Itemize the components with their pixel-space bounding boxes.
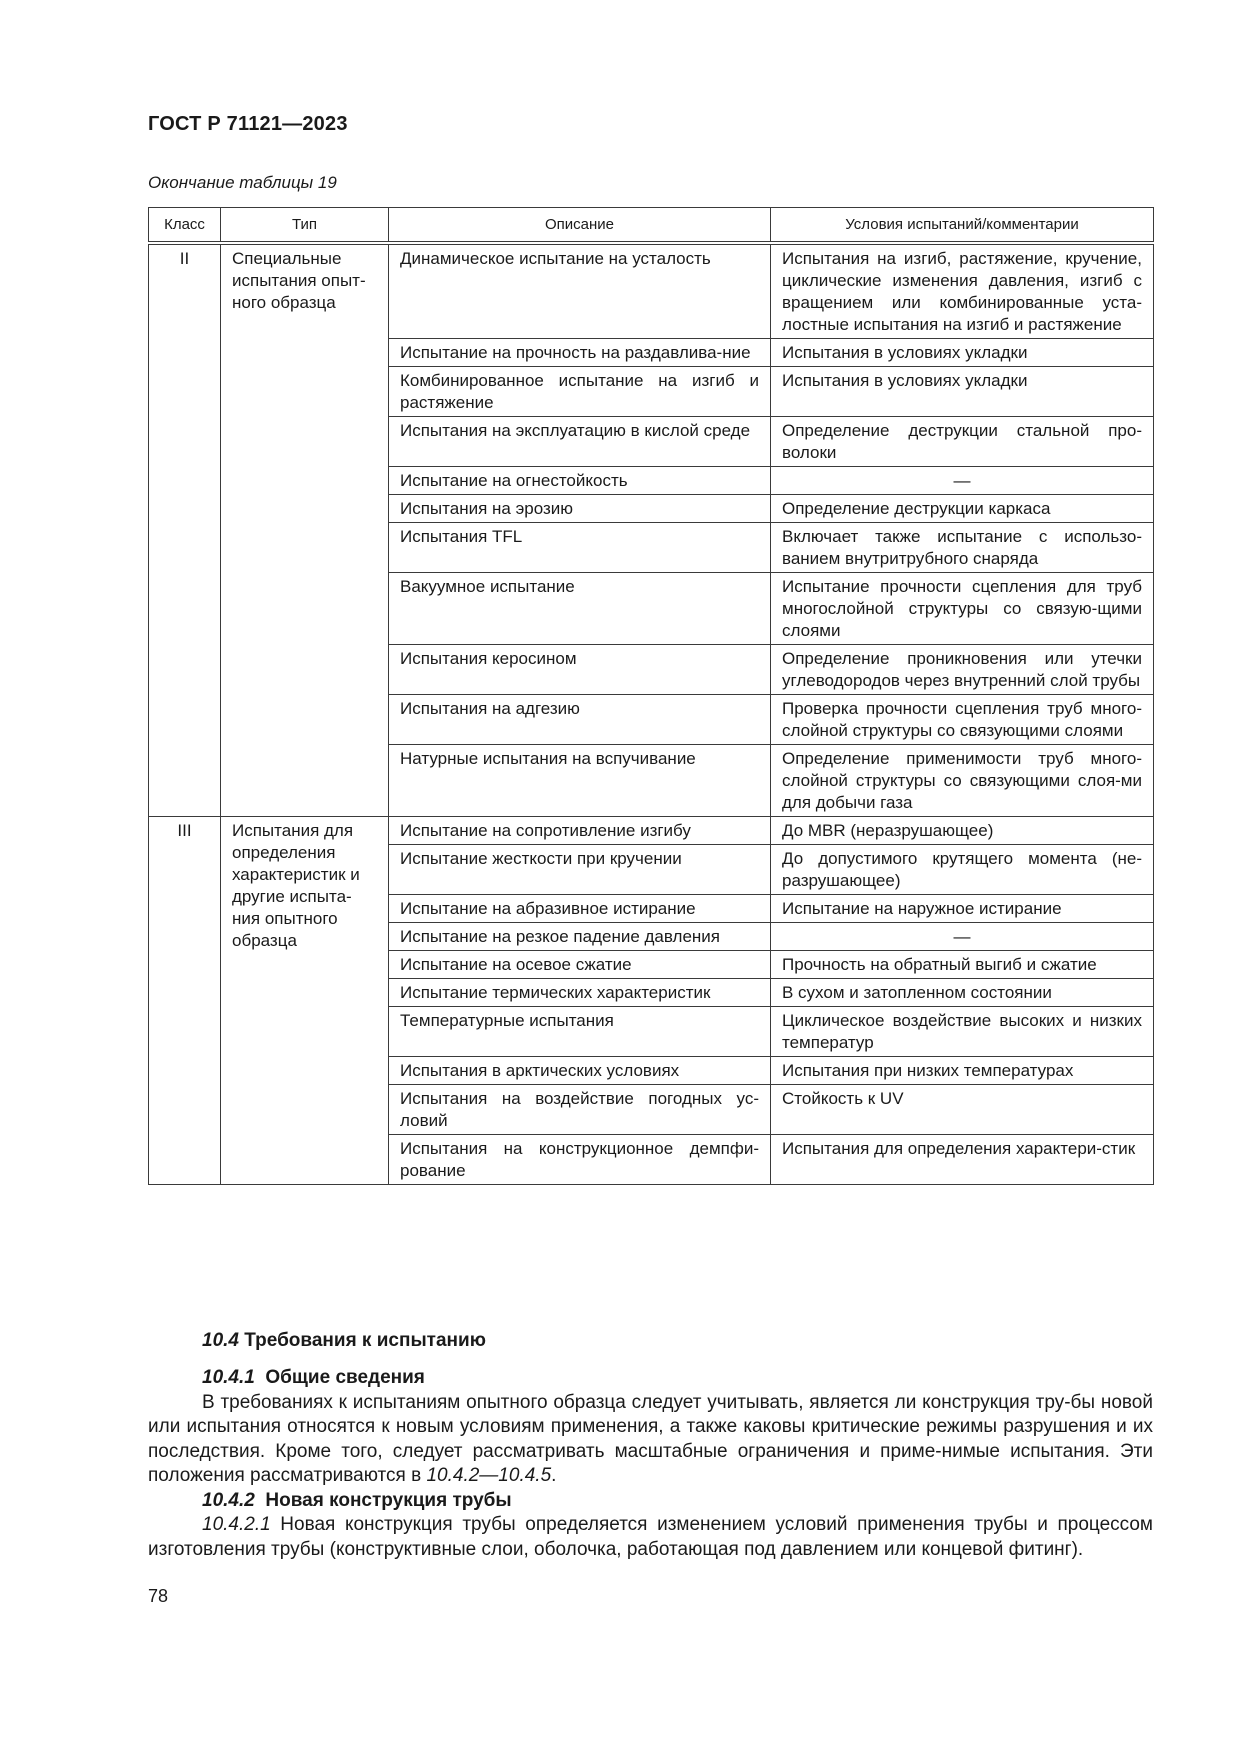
section-title: Требования к испытанию [244, 1330, 486, 1351]
conditions-cell: Стойкость к UV [771, 1085, 1154, 1135]
description-cell: Температурные испытания [389, 1007, 771, 1057]
document-number: ГОСТ Р 71121—2023 [148, 113, 348, 135]
conditions-cell: Определение деструкции каркаса [771, 495, 1154, 523]
table-caption: Окончание таблицы 19 [148, 173, 337, 192]
section-number: 10.4 [202, 1330, 239, 1351]
description-cell: Испытание на резкое падение давления [389, 923, 771, 951]
conditions-cell: В сухом и затопленном состоянии [771, 979, 1154, 1007]
conditions-cell: Включает также испытание с использо-ванием внутритрубного снаряда [771, 523, 1154, 573]
description-cell: Испытание на прочность на раздавлива-ние [389, 339, 771, 367]
conditions-cell: Определение деструкции стальной про-волоки [771, 417, 1154, 467]
description-cell: Комбинированное испытание на изгиб и растяжение [389, 367, 771, 417]
table-row [149, 243, 1154, 339]
conditions-cell: Прочность на обратный выгиб и сжатие [771, 951, 1154, 979]
clause-number: 10.4.2.1 [202, 1514, 271, 1535]
section-10-4-1-heading [148, 1366, 1153, 1391]
conditions-cell: Циклическое воздействие высоких и низких температур [771, 1007, 1154, 1057]
paragraph-10-4-1 [148, 1391, 1153, 1489]
conditions-cell: Испытания в условиях укладки [771, 367, 1154, 417]
conditions-cell: — [771, 467, 1154, 495]
conditions-cell: — [771, 923, 1154, 951]
type-cell: Испытания для определения характеристик и другие испыта-ния опытного образца [221, 817, 389, 1185]
description-cell: Испытание на сопротивление изгибу [389, 817, 771, 845]
conditions-cell: Определение проникновения или утечки углеводородов через внутренний слой трубы [771, 645, 1154, 695]
section-10-4-2-heading [148, 1489, 1153, 1514]
description-cell: Испытания на эрозию [389, 495, 771, 523]
conditions-cell: Испытания в условиях укладки [771, 339, 1154, 367]
section-reference: 10.4.2—10.4.5 [426, 1465, 552, 1486]
description-cell: Испытания TFL [389, 523, 771, 573]
description-cell: Испытания керосином [389, 645, 771, 695]
conditions-cell: До MBR (неразрушающее) [771, 817, 1154, 845]
paragraph-10-4-2-1 [148, 1513, 1153, 1562]
section-number: 10.4.2 [202, 1489, 255, 1511]
column-header-class: Класс [149, 208, 221, 244]
table-header-row [149, 208, 1154, 244]
section-10-4 [148, 1329, 1153, 1354]
conditions-cell: Испытания при низких температурах [771, 1057, 1154, 1085]
type-cell: Специальные испытания опыт-ного образца [221, 243, 389, 817]
section-title: Общие сведения [265, 1367, 425, 1388]
section-10-4-1 [148, 1366, 1153, 1562]
description-cell: Динамическое испытание на усталость [389, 243, 771, 339]
column-header-conditions: Условия испытаний/комментарии [771, 208, 1154, 244]
description-cell: Натурные испытания на вспучивание [389, 745, 771, 817]
conditions-cell: Проверка прочности сцепления труб много-слойной структуры со связующими слоями [771, 695, 1154, 745]
description-cell: Испытания на эксплуатацию в кислой среде [389, 417, 771, 467]
table-row [149, 817, 1154, 845]
column-header-type: Тип [221, 208, 389, 244]
description-cell: Испытание на огнестойкость [389, 467, 771, 495]
section-10-4-heading [148, 1329, 1153, 1354]
conditions-cell: До допустимого крутящего момента (не-разрушающее) [771, 845, 1154, 895]
paragraph-text: В требованиях к испытаниям опытного образца следует учитывать, является ли конструкция тру-бы новой или испытания относятся к новым условиям применения, а также каковы критические режимы разрушения и их последствия. Кроме того, следует рассматривать масштабные ограничения и приме-нимые испытания. Эти положения рассматриваются в [148, 1391, 1153, 1486]
class-cell: II [149, 243, 221, 817]
description-cell: Вакуумное испытание [389, 573, 771, 645]
class-cell: III [149, 817, 221, 1185]
description-cell: Испытания на конструкционное демпфи-рование [389, 1135, 771, 1185]
section-number: 10.4.1 [202, 1367, 255, 1388]
description-cell: Испытание жесткости при кручении [389, 845, 771, 895]
description-cell: Испытания в арктических условиях [389, 1057, 771, 1085]
conditions-cell: Определение применимости труб много-слойной структуры со связующими слоя-ми для добычи газа [771, 745, 1154, 817]
column-header-description: Описание [389, 208, 771, 244]
paragraph-end: . [551, 1465, 557, 1486]
section-title: Новая конструкция трубы [265, 1489, 512, 1511]
conditions-cell: Испытание на наружное истирание [771, 895, 1154, 923]
test-requirements-table [148, 207, 1154, 1185]
conditions-cell: Испытания для определения характери-стик [771, 1135, 1154, 1185]
description-cell: Испытания на воздействие погодных ус-ловий [389, 1085, 771, 1135]
description-cell: Испытание термических характеристик [389, 979, 771, 1007]
conditions-cell: Испытание прочности сцепления для труб многослойной структуры со связую-щими слоями [771, 573, 1154, 645]
table-body [149, 243, 1154, 1185]
paragraph-text: Новая конструкция трубы определяется изменением условий применения трубы и процессом изготовления трубы (конструктивные слои, оболочка, работающая под давлением или концевой фитинг). [148, 1514, 1153, 1560]
description-cell: Испытание на абразивное истирание [389, 895, 771, 923]
description-cell: Испытания на адгезию [389, 695, 771, 745]
conditions-cell: Испытания на изгиб, растяжение, кручение, циклические изменения давления, изгиб с вращением или комбинированные уста-лостные испытания на изгиб и растяжение [771, 243, 1154, 339]
description-cell: Испытание на осевое сжатие [389, 951, 771, 979]
page-number: 78 [148, 1586, 169, 1606]
